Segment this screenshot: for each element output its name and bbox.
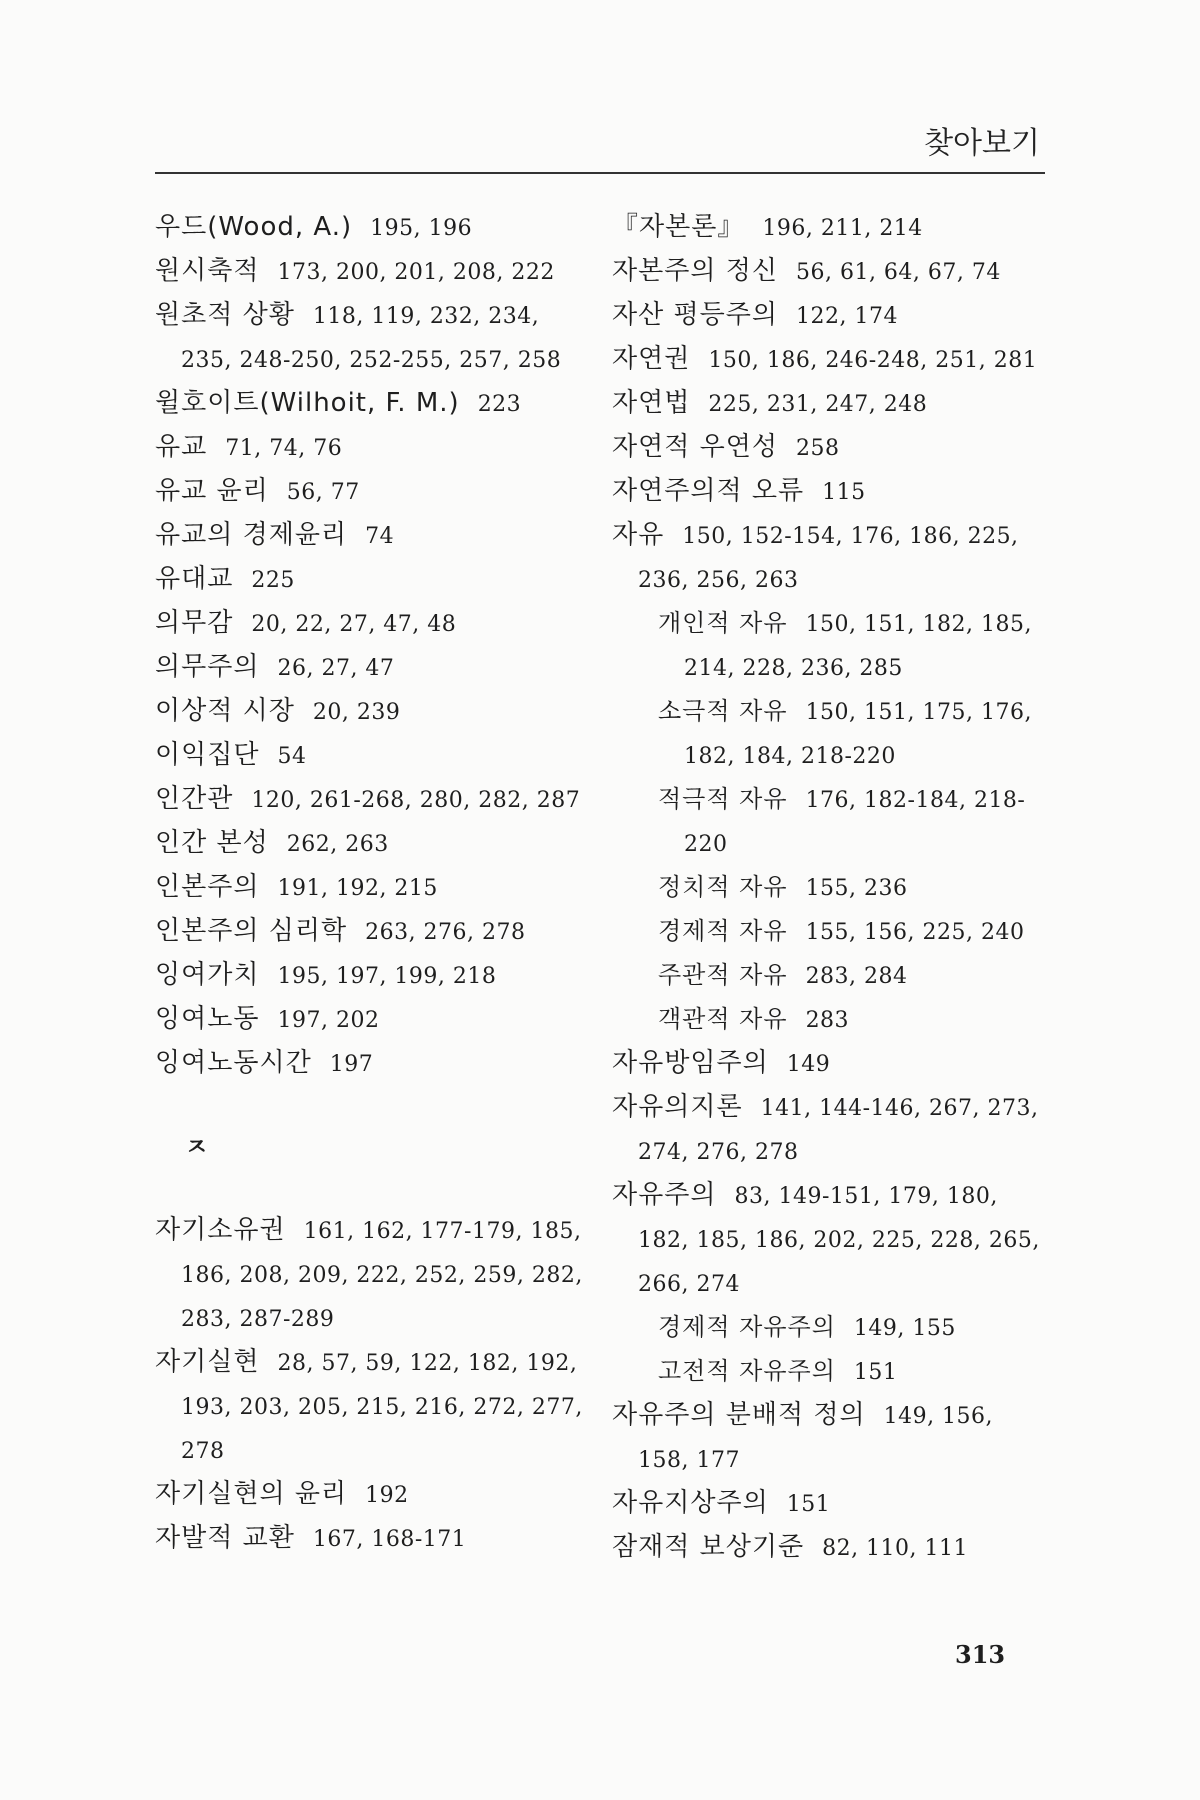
index-pages: 274, 276, 278 (638, 1140, 799, 1165)
index-term: 자유지상주의 (612, 1488, 769, 1518)
index-entry (612, 1526, 1042, 1570)
index-entry (155, 250, 585, 294)
index-pages: 150, 151, 175, 176, (805, 700, 1032, 725)
index-pages: 71, 74, 76 (225, 436, 343, 461)
index-pages: 167, 168-171 (312, 1527, 467, 1552)
index-entry (155, 294, 585, 338)
index-term: 원초적 상황 (155, 300, 295, 330)
index-entry (612, 470, 1042, 514)
index-pages: 155, 156, 225, 240 (805, 920, 1025, 945)
index-pages: 195, 196 (370, 216, 473, 241)
index-pages: 236, 256, 263 (638, 568, 799, 593)
index-entry (612, 514, 1042, 558)
index-entry (612, 382, 1042, 426)
index-term: 정치적 자유 (658, 873, 788, 901)
index-pages: 214, 228, 236, 285 (684, 656, 903, 681)
index-pages: 258 (795, 436, 840, 461)
index-subentry (612, 1306, 1042, 1350)
index-pages: 283, 284 (805, 964, 908, 989)
index-pages: 56, 77 (286, 480, 360, 505)
index-pages: 176, 182-184, 218- (805, 788, 1026, 813)
index-entry (612, 1042, 1042, 1086)
index-pages: 186, 208, 209, 222, 252, 259, 282, (181, 1263, 583, 1288)
index-pages: 28, 57, 59, 122, 182, 192, (277, 1351, 578, 1376)
index-term: 자연적 우연성 (612, 432, 778, 462)
index-column-left (155, 206, 585, 1561)
index-entry (155, 690, 585, 734)
index-term: 자유주의 (612, 1180, 717, 1210)
index-pages: 149, 156, (883, 1404, 994, 1429)
index-term: 객관적 자유 (658, 1005, 788, 1033)
index-term: 자유 (612, 520, 665, 550)
index-entry (612, 206, 1042, 250)
index-term: 유교의 경제윤리 (155, 520, 348, 550)
index-subentry (612, 998, 1042, 1042)
index-term: 경제적 자유 (658, 917, 788, 945)
index-pages-continued (612, 646, 1042, 690)
index-term: 『자본론』 (612, 212, 745, 242)
index-entry (155, 470, 585, 514)
running-head: 찾아보기 (924, 126, 1040, 161)
index-subentry (612, 778, 1042, 822)
index-pages: 151 (853, 1360, 898, 1385)
index-term: 우드(Wood, A.) (155, 212, 353, 242)
index-pages: 197, 202 (277, 1008, 380, 1033)
index-pages: 225, 231, 247, 248 (708, 392, 928, 417)
index-pages: 158, 177 (638, 1448, 740, 1473)
index-pages: 151 (786, 1492, 831, 1517)
index-pages-continued (612, 1262, 1042, 1306)
index-pages: 120, 261-268, 280, 282, 287 (251, 788, 581, 813)
index-entry (155, 954, 585, 998)
index-pages: 182, 184, 218-220 (684, 744, 896, 769)
index-pages: 115 (822, 480, 866, 505)
index-block-right (612, 206, 1042, 1570)
index-entry (155, 866, 585, 910)
index-term: 자기실현의 윤리 (155, 1479, 348, 1509)
index-term: 유교 (155, 432, 208, 462)
index-term: 자기실현 (155, 1347, 260, 1377)
section-letter: ㅈ (185, 1133, 209, 1161)
index-pages: 266, 274 (638, 1272, 740, 1297)
index-pages: 122, 174 (795, 304, 898, 329)
index-term: 인간 본성 (155, 828, 269, 858)
index-pages: 149 (786, 1052, 831, 1077)
index-entry (155, 1042, 585, 1086)
index-pages: 20, 22, 27, 47, 48 (251, 612, 457, 637)
index-pages-continued (155, 1297, 585, 1341)
index-pages: 118, 119, 232, 234, (312, 304, 540, 329)
index-entry (155, 998, 585, 1042)
index-pages: 182, 185, 186, 202, 225, 228, 265, (638, 1228, 1040, 1253)
index-entry (155, 1517, 585, 1561)
index-pages: 225 (251, 568, 295, 593)
index-term: 유교 윤리 (155, 476, 269, 506)
index-entry (155, 646, 585, 690)
index-pages: 20, 239 (312, 700, 401, 725)
index-term: 자유의지론 (612, 1092, 743, 1122)
index-entry (612, 294, 1042, 338)
index-subentry (612, 1350, 1042, 1394)
index-pages: 262, 263 (286, 832, 389, 857)
index-pages: 150, 151, 182, 185, (805, 612, 1032, 637)
index-entry (155, 1209, 585, 1253)
index-subentry (612, 690, 1042, 734)
index-term: 자산 평등주의 (612, 300, 778, 330)
index-entry (155, 558, 585, 602)
index-pages: 283, 287-289 (181, 1307, 335, 1332)
index-pages: 74 (365, 524, 395, 549)
index-term: 자연권 (612, 344, 691, 374)
index-term: 잠재적 보상기준 (612, 1532, 805, 1562)
index-entry (155, 426, 585, 470)
index-term: 고전적 자유주의 (658, 1357, 836, 1385)
index-entry (155, 514, 585, 558)
index-term: 잉여노동 (155, 1004, 260, 1034)
index-pages: 191, 192, 215 (277, 876, 438, 901)
index-entry (612, 1086, 1042, 1130)
index-term: 잉여노동시간 (155, 1048, 312, 1078)
index-pages-continued (155, 1429, 585, 1473)
index-entry (612, 338, 1042, 382)
index-pages-continued (155, 338, 585, 382)
index-term: 경제적 자유주의 (658, 1313, 836, 1341)
index-term: 이익집단 (155, 740, 260, 770)
index-pages: 223 (477, 392, 522, 417)
index-pages: 161, 162, 177-179, 185, (303, 1219, 582, 1244)
index-term: 자연법 (612, 388, 691, 418)
index-pages-continued (155, 1253, 585, 1297)
index-term: 원시축적 (155, 256, 260, 286)
index-pages: 193, 203, 205, 215, 216, 272, 277, (181, 1395, 583, 1420)
index-entry (612, 426, 1042, 470)
index-pages: 56, 61, 64, 67, 74 (795, 260, 1001, 285)
index-term: 자발적 교환 (155, 1523, 295, 1553)
index-pages: 150, 186, 246-248, 251, 281 (708, 348, 1038, 373)
index-term: 유대교 (155, 564, 234, 594)
index-entry (155, 822, 585, 866)
index-pages: 278 (181, 1439, 225, 1464)
index-block-1 (155, 206, 585, 1086)
index-pages: 197 (329, 1052, 374, 1077)
index-pages: 150, 152-154, 176, 186, 225, (682, 524, 1019, 549)
header-rule (155, 172, 1045, 174)
index-entry (155, 1473, 585, 1517)
index-term: 잉여가치 (155, 960, 260, 990)
page-number: 313 (955, 1640, 1006, 1669)
index-pages: 155, 236 (805, 876, 908, 901)
index-term: 자본주의 정신 (612, 256, 778, 286)
index-pages: 192 (365, 1483, 409, 1508)
index-pages-continued (612, 1438, 1042, 1482)
index-pages: 195, 197, 199, 218 (277, 964, 497, 989)
index-term: 의무주의 (155, 652, 260, 682)
index-pages-continued (612, 558, 1042, 602)
index-term: 의무감 (155, 608, 234, 638)
index-term: 자연주의적 오류 (612, 476, 805, 506)
index-term: 인간관 (155, 784, 234, 814)
index-pages: 220 (684, 832, 728, 857)
index-pages-continued (612, 1130, 1042, 1174)
index-entry (155, 206, 585, 250)
index-pages-continued (612, 822, 1042, 866)
index-pages: 283 (805, 1008, 850, 1033)
index-term: 윌호이트(Wilhoit, F. M.) (155, 388, 460, 418)
index-block-2 (155, 1209, 585, 1561)
index-term: 인본주의 심리학 (155, 916, 348, 946)
index-term: 소극적 자유 (658, 697, 788, 725)
index-entry (155, 382, 585, 426)
index-subentry (612, 910, 1042, 954)
index-term: 자유방임주의 (612, 1048, 769, 1078)
index-entry (155, 602, 585, 646)
index-term: 자유주의 분배적 정의 (612, 1400, 866, 1430)
index-pages: 263, 276, 278 (365, 920, 526, 945)
index-pages: 82, 110, 111 (822, 1536, 969, 1561)
index-pages: 26, 27, 47 (277, 656, 395, 681)
index-pages: 83, 149-151, 179, 180, (734, 1184, 998, 1209)
index-subentry (612, 866, 1042, 910)
index-entry (155, 1341, 585, 1385)
index-pages: 141, 144-146, 267, 273, (760, 1096, 1039, 1121)
index-column-right (612, 206, 1042, 1570)
index-entry (155, 778, 585, 822)
index-pages-continued (155, 1385, 585, 1429)
index-entry (612, 1174, 1042, 1218)
index-term: 적극적 자유 (658, 785, 788, 813)
index-pages-continued (612, 1218, 1042, 1262)
index-entry (612, 250, 1042, 294)
index-pages: 149, 155 (853, 1316, 956, 1341)
index-term: 자기소유권 (155, 1215, 286, 1245)
index-subentry (612, 602, 1042, 646)
index-term: 이상적 시장 (155, 696, 295, 726)
index-pages: 235, 248-250, 252-255, 257, 258 (181, 348, 562, 373)
index-entry (612, 1482, 1042, 1526)
index-entry (155, 910, 585, 954)
index-pages-continued (612, 734, 1042, 778)
index-pages: 173, 200, 201, 208, 222 (277, 260, 555, 285)
index-subentry (612, 954, 1042, 998)
index-pages: 196, 211, 214 (762, 216, 923, 241)
index-term: 인본주의 (155, 872, 260, 902)
index-pages: 54 (277, 744, 307, 769)
index-entry (155, 734, 585, 778)
index-entry (612, 1394, 1042, 1438)
index-term: 주관적 자유 (658, 961, 788, 989)
index-term: 개인적 자유 (658, 609, 788, 637)
